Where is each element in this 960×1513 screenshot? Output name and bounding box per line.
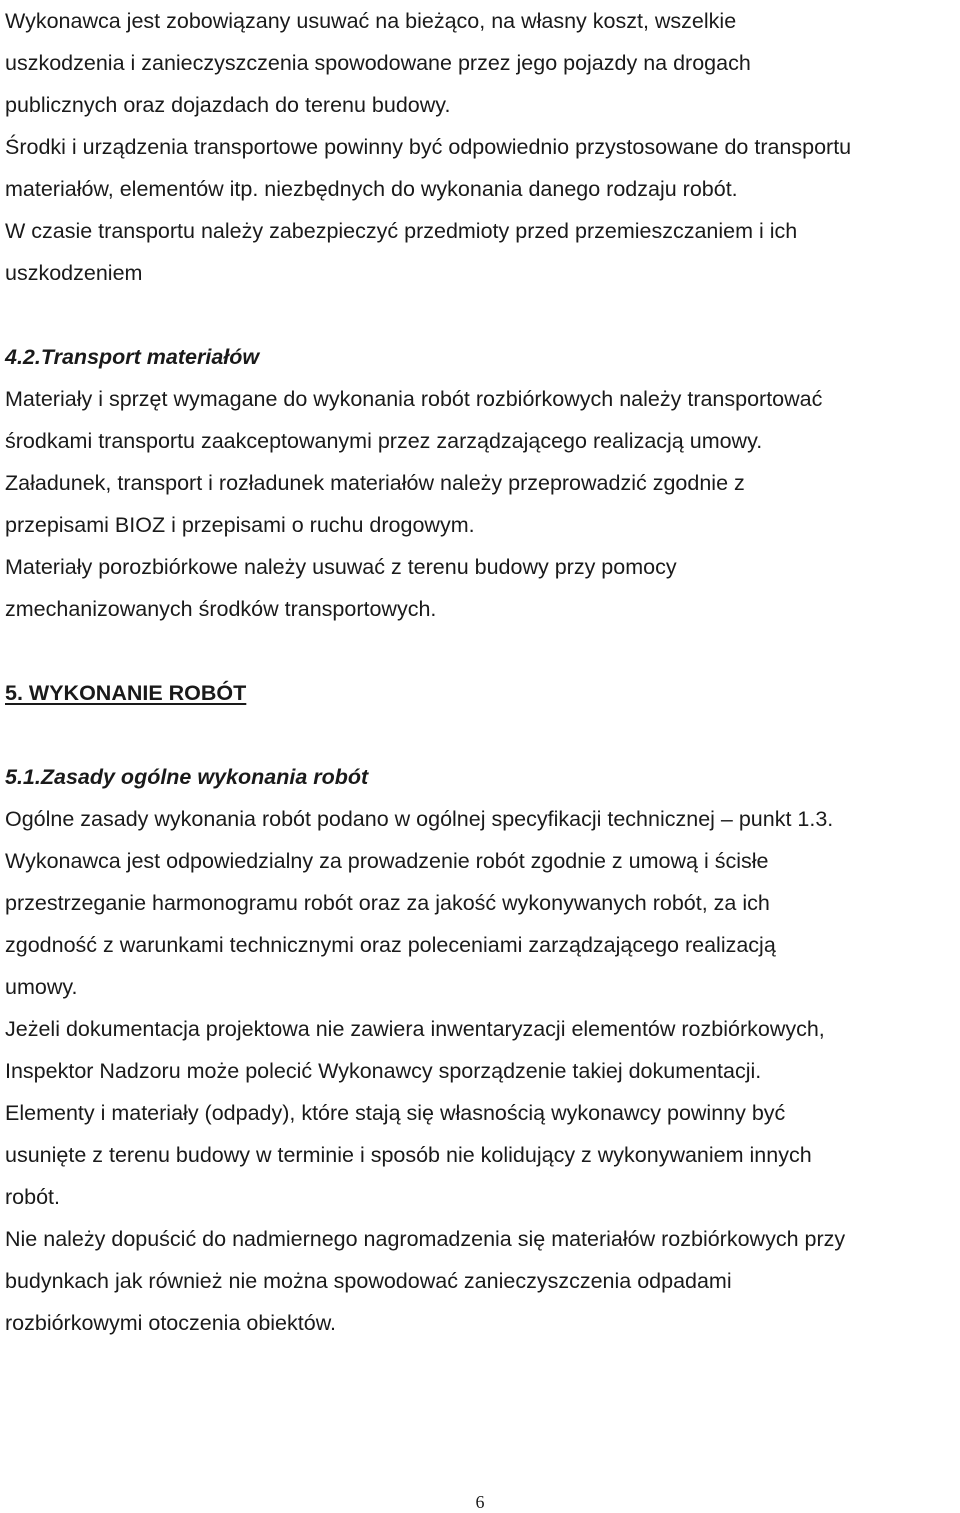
paragraph-accumulation: Nie należy dopuścić do nadmiernego nagromadzenia się materiałów rozbiórkowych przy budynkach jak również nie można spowodować zanieczyszczenia odpadami rozbiórkowymi otoczenia obiektów.: [5, 1227, 846, 1335]
page-number: 6: [475, 1492, 485, 1512]
paragraph-demolition-materials: Materiały porozbiórkowe należy usuwać z terenu budowy przy pomocy zmechanizowanych środków transportowych.: [5, 555, 677, 621]
paragraph-transport-protection: W czasie transportu należy zabezpieczyć przedmioty przed przemieszczaniem i ich uszkodzeniem: [5, 219, 798, 285]
section-heading-5-1: 5.1.Zasady ogólne wykonania robót: [5, 765, 369, 789]
chapter-heading-5: 5. WYKONANIE ROBÓT: [5, 681, 247, 705]
paragraph-loading-unloading: Załadunek, transport i rozładunek materiałów należy przeprowadzić zgodnie z przepisami BIOZ i przepisami o ruchu drogowym.: [5, 471, 745, 537]
paragraph-materials-equipment: Materiały i sprzęt wymagane do wykonania robót rozbiórkowych należy transportować środkami transportu zaakceptowanymi przez zarządzającego realizacją umowy.: [5, 387, 823, 453]
paragraph-waste-removal: Elementy i materiały (odpady), które stają się własnością wykonawcy powinny być usunięte z terenu budowy w terminie i sposób nie kolidujący z wykonywaniem innych robót.: [5, 1101, 812, 1209]
paragraph-road-cleaning: Wykonawca jest zobowiązany usuwać na bieżąco, na własny koszt, wszelkie uszkodzenia i zanieczyszczenia spowodowane przez jego pojazdy na drogach publicznych oraz dojazdach do terenu budowy.: [5, 9, 751, 117]
document-page: [5, 0, 955, 1344]
paragraph-general-rules: Ogólne zasady wykonania robót podano w ogólnej specyfikacji technicznej – punkt 1.3.: [5, 807, 834, 831]
section-heading-4-2: 4.2.Transport materiałów: [5, 345, 260, 369]
paragraph-contractor-responsibility: Wykonawca jest odpowiedzialny za prowadzenie robót zgodnie z umową i ścisłe przestrzeganie harmonogramu robót oraz za jakość wykonywanych robót, za ich zgodność z warunkami technicznymi oraz poleceniami zarządzającego realizacją umowy.: [5, 849, 776, 999]
paragraph-inventory: Jeżeli dokumentacja projektowa nie zawiera inwentaryzacji elementów rozbiórkowych, Inspektor Nadzoru może polecić Wykonawcy sporządzenie takiej dokumentacji.: [5, 1017, 825, 1083]
paragraph-transport-means: Środki i urządzenia transportowe powinny być odpowiednio przystosowane do transportu materiałów, elementów itp. niezbędnych do wykonania danego rodzaju robót.: [5, 135, 852, 201]
